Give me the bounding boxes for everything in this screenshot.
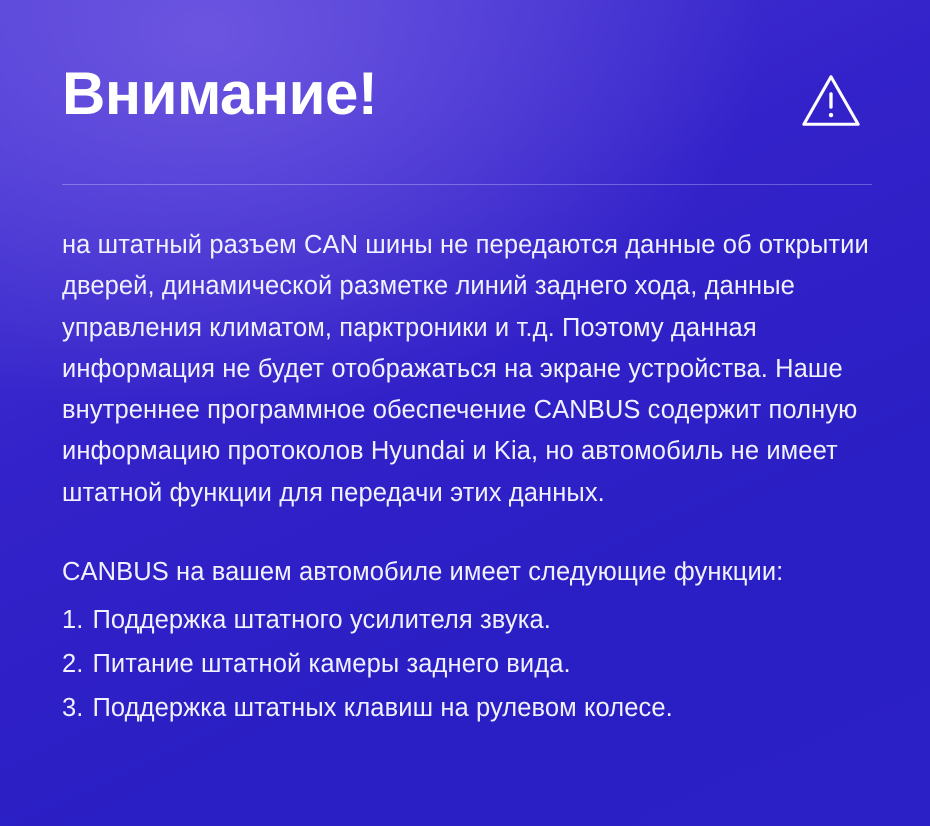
list-item [62, 643, 872, 687]
notice-paragraph: на штатный разъем CAN шины не передаются данные об открытии дверей, динамической разметке линий заднего хода, данные управления климатом, парктроники и т.д. Поэтому данная информация не будет отображаться на экране устройства. Наше внутреннее программное обеспечение CANBUS содержит полную информацию протоколов Hyundai и Kia, но автомобиль не имеет штатной функции для передачи этих данных. [62, 231, 869, 507]
list-item [62, 687, 872, 731]
features-section [62, 552, 872, 730]
features-list [62, 599, 872, 731]
header-divider [62, 184, 872, 185]
warning-triangle-icon [800, 70, 862, 132]
list-item-number: 3. [62, 693, 84, 722]
list-item [62, 599, 872, 643]
list-item-number: 2. [62, 649, 84, 678]
features-lead: CANBUS на вашем автомобиле имеет следующие функции: [62, 558, 784, 587]
page-title: Внимание! [62, 60, 378, 127]
list-item-number: 1. [62, 605, 84, 634]
list-item-label: Поддержка штатных клавиш на рулевом колесе. [92, 693, 673, 722]
list-item-label: Поддержка штатного усилителя звука. [92, 605, 551, 634]
list-item-label: Питание штатной камеры заднего вида. [92, 649, 571, 678]
notice-header [62, 52, 872, 132]
